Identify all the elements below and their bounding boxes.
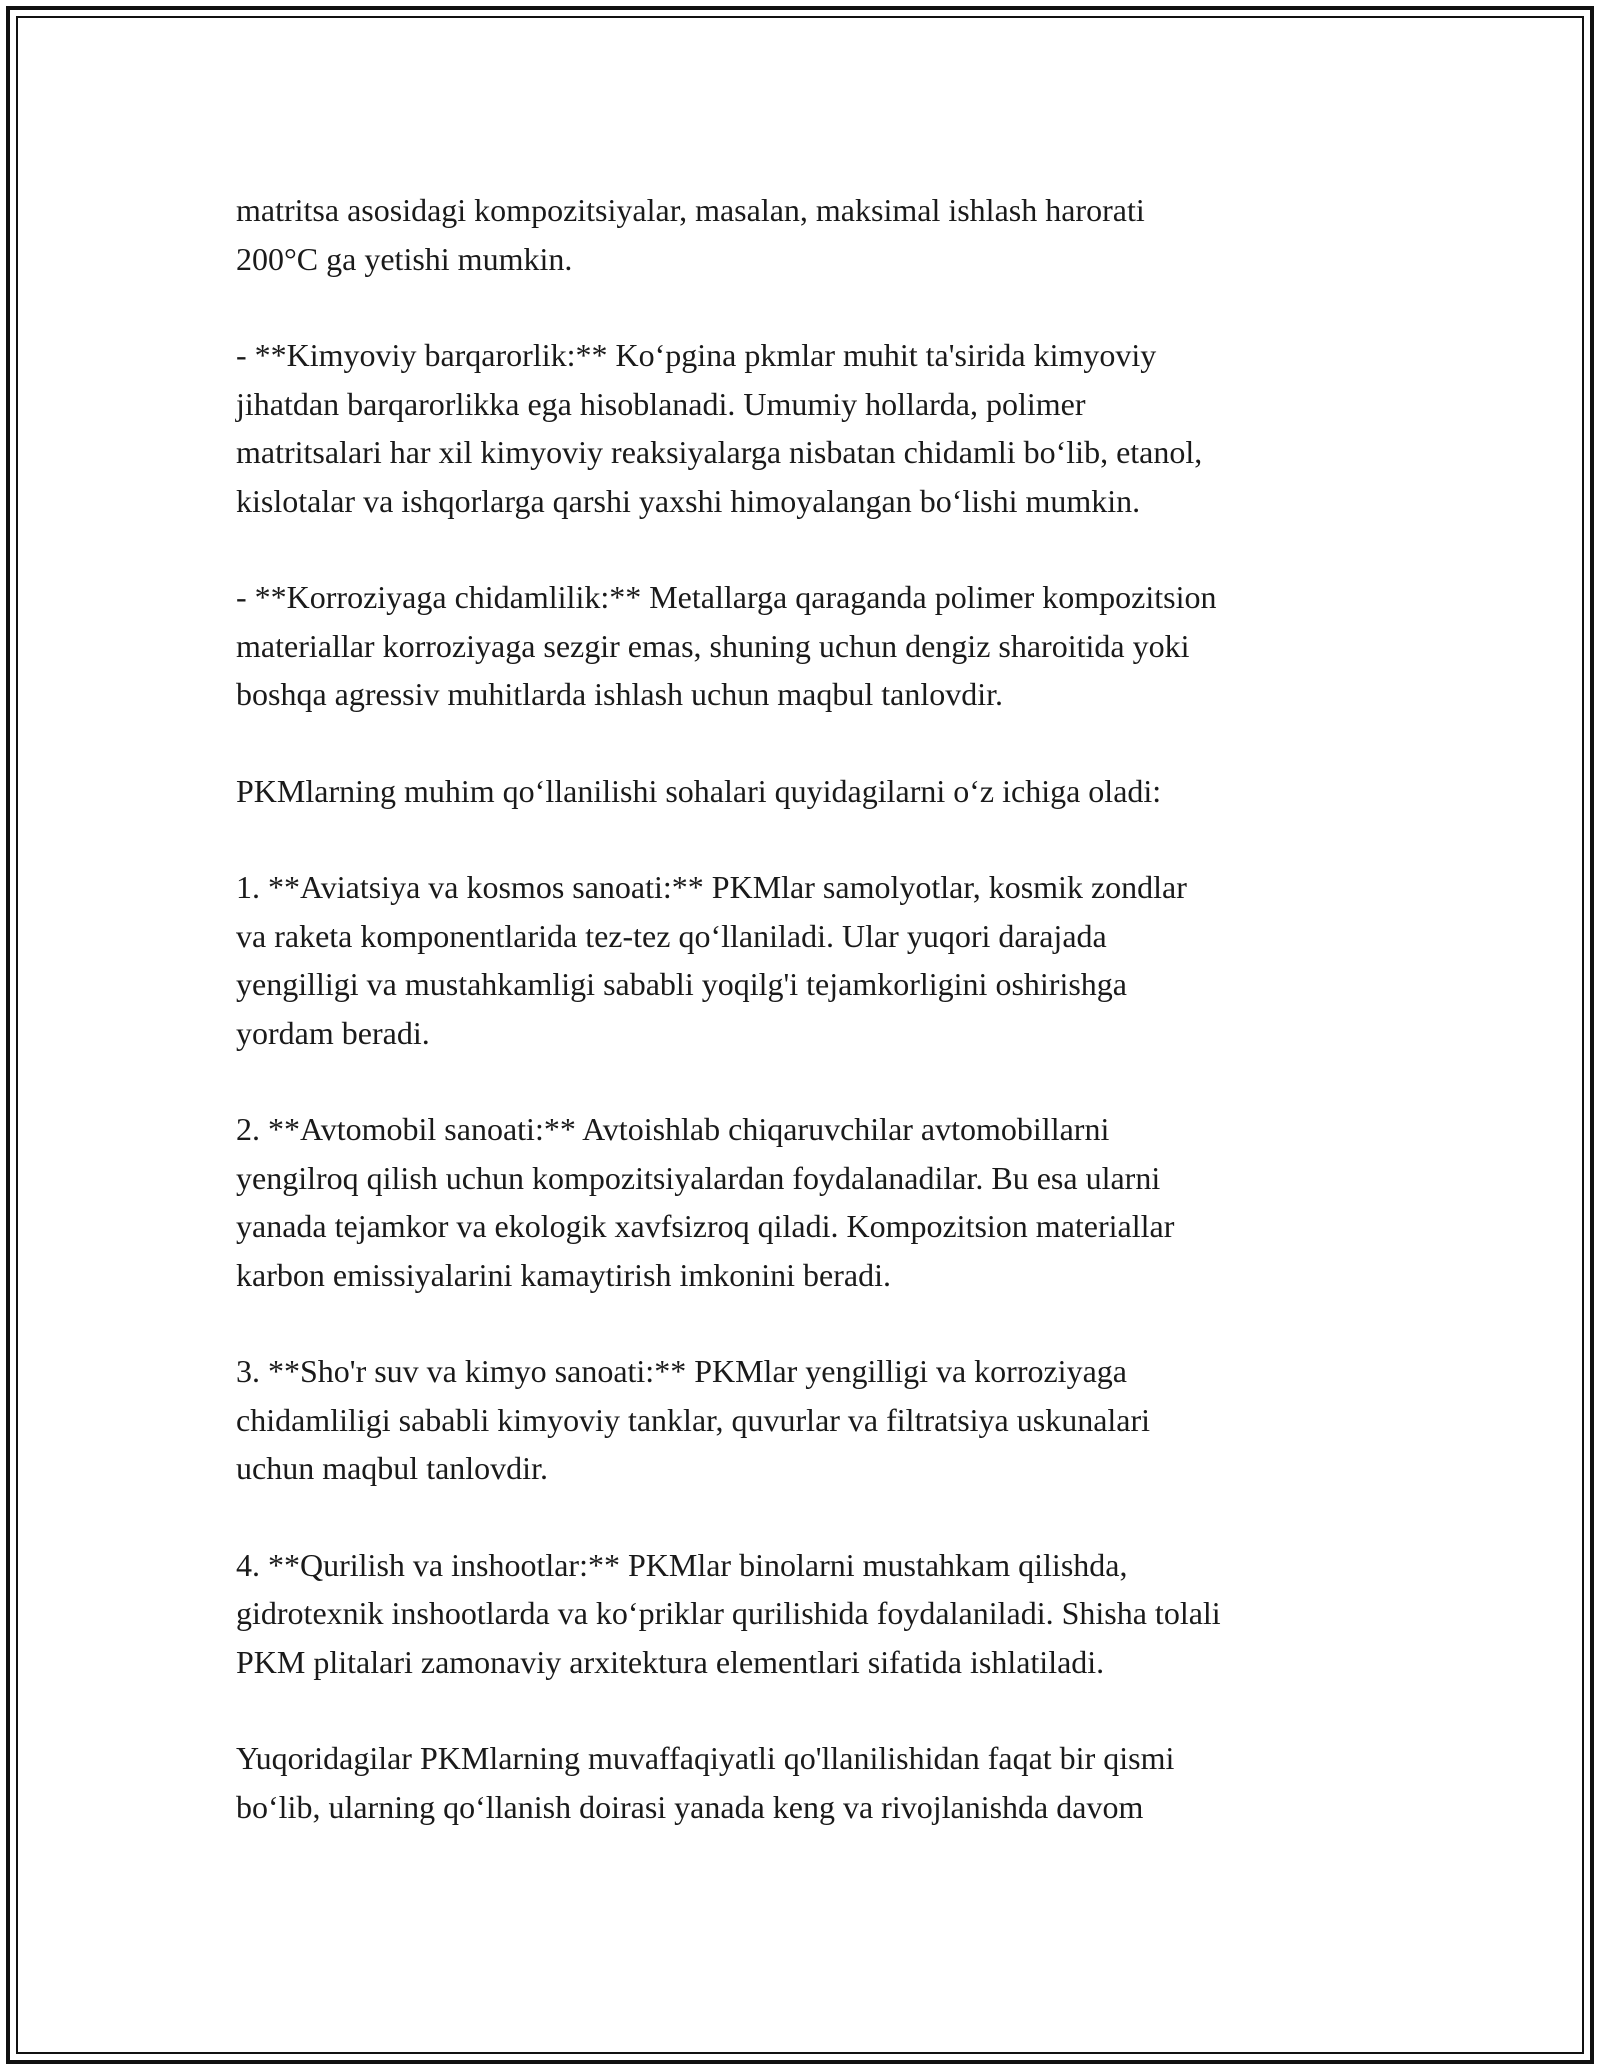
text-line: Yuqoridagilar PKMlarning muvaffaqiyatli qo'llanilishidan faqat bir qismi <box>236 1740 1175 1776</box>
text-line: 200°C ga yetishi mumkin. <box>236 240 573 277</box>
paragraph-chemical-stability <box>236 331 1376 525</box>
text-line: yordam beradi. <box>236 1014 430 1051</box>
document-body <box>236 186 1376 1879</box>
text-line: chidamliligi sababli kimyoviy tanklar, quvurlar va filtratsiya uskunalari <box>236 1401 1151 1438</box>
text-line: - **Kimyoviy barqarorlik:** Ko‘pgina pkmlar muhit ta'sirida kimyoviy <box>236 337 1157 373</box>
text-line: uchun maqbul tanlovdir. <box>236 1450 548 1486</box>
text-line: va raketa komponentlarida tez-tez qo‘llaniladi. Ular yuqori darajada <box>236 917 1107 954</box>
text-line: materiallar korroziyaga sezgir emas, shuning uchun dengiz sharoitida yoki <box>236 627 1190 664</box>
text-line: gidrotexnik inshootlarda va ko‘priklar qurilishida foydalaniladi. Shisha tolali <box>236 1595 1221 1631</box>
paragraph-temperature <box>236 186 1376 283</box>
text-line: 4. **Qurilish va inshootlar:** PKMlar binolarni mustahkam qilishda, <box>236 1546 1128 1583</box>
text-line: jihatdan barqarorlikka ega hisoblanadi. Umumiy hollarda, polimer <box>236 385 1086 422</box>
text-line: - **Korroziyaga chidamlilik:** Metallarga qaraganda polimer kompozitsion <box>236 579 1217 615</box>
text-line: matritsalari har xil kimyoviy reaksiyalarga nisbatan chidamli bo‘lib, etanol, <box>236 434 1203 470</box>
text-line: bo‘lib, ularning qo‘llanish doirasi yanada keng va rivojlanishda davom <box>236 1788 1144 1825</box>
list-item-chemical-industry <box>236 1347 1376 1493</box>
text-line: yengilroq qilish uchun kompozitsiyalardan foydalanadilar. Bu esa ularni <box>236 1159 1161 1196</box>
list-item-automotive <box>236 1105 1376 1299</box>
paragraph-conclusion <box>236 1734 1376 1831</box>
text-line: matritsa asosidagi kompozitsiyalar, masalan, maksimal ishlash harorati <box>236 192 1145 228</box>
text-line: karbon emissiyalarini kamaytirish imkonini beradi. <box>236 1256 891 1293</box>
list-item-aviation <box>236 863 1376 1057</box>
paragraph-corrosion-resistance <box>236 573 1376 719</box>
text-line: yanada tejamkor va ekologik xavfsizroq qiladi. Kompozitsion materiallar <box>236 1208 1175 1244</box>
text-line: boshqa agressiv muhitlarda ishlash uchun maqbul tanlovdir. <box>236 676 1003 712</box>
text-line: kislotalar va ishqorlarga qarshi yaxshi himoyalangan bo‘lishi mumkin. <box>236 482 1141 519</box>
list-item-construction <box>236 1541 1376 1687</box>
text-line: 3. **Sho'r suv va kimyo sanoati:** PKMlar yengilligi va korroziyaga <box>236 1353 1127 1389</box>
text-line: 1. **Aviatsiya va kosmos sanoati:** PKMlar samolyotlar, kosmik zondlar <box>236 869 1187 905</box>
text-line: PKM plitalari zamonaviy arxitektura elementlari sifatida ishlatiladi. <box>236 1643 1105 1680</box>
text-line: 2. **Avtomobil sanoati:** Avtoishlab chiqaruvchilar avtomobillarni <box>236 1111 1110 1147</box>
text-line: yengilligi va mustahkamligi sababli yoqilg'i tejamkorligini oshirishga <box>236 966 1127 1002</box>
paragraph-applications-intro <box>236 767 1376 816</box>
text-line: PKMlarning muhim qo‘llanilishi sohalari quyidagilarni o‘z ichiga oladi: <box>236 772 1162 809</box>
